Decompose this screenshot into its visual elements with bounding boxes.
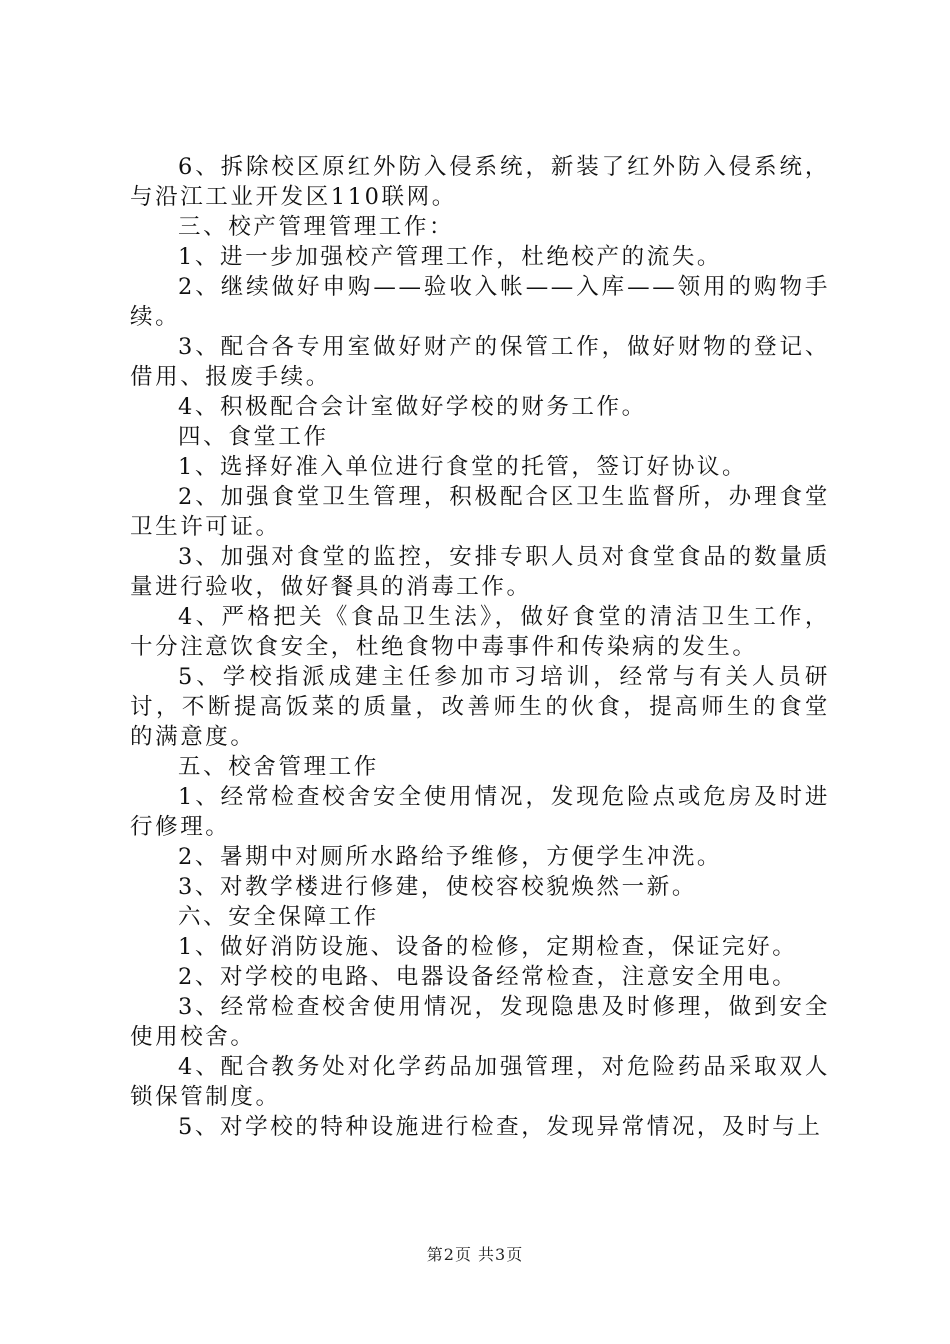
paragraph-item-6: 6、拆除校区原红外防入侵系统，新装了红外防入侵系统，与沿江工业开发区110联网。 (130, 154, 830, 210)
paragraph-6-1: 1、做好消防设施、设备的检修，定期检查，保证完好。 (178, 934, 798, 960)
paragraph-5-1: 1、经常检查校舍安全使用情况，发现危险点或危房及时进行修理。 (130, 784, 830, 840)
page-footer: 第2页 共3页 (426, 1245, 524, 1264)
paragraph-4-5: 5、学校指派成建主任参加市习培训，经常与有关人员研讨，不断提高饭菜的质量，改善师生的伙食，提高师生的食堂的满意度。 (130, 664, 830, 750)
paragraph-5-2: 2、暑期中对厕所水路给予维修，方便学生冲洗。 (178, 844, 723, 870)
section-heading-5: 五、校舍管理工作 (178, 754, 379, 780)
paragraph-3-3: 3、配合各专用室做好财产的保管工作，做好财物的登记、借用、报废手续。 (130, 334, 830, 390)
paragraph-4-3: 3、加强对食堂的监控，安排专职人员对食堂食品的数量质量进行验收，做好餐具的消毒工作。 (130, 544, 830, 600)
paragraph-3-4: 4、积极配合会计室做好学校的财务工作。 (178, 394, 647, 420)
paragraph-4-2: 2、加强食堂卫生管理，积极配合区卫生监督所，办理食堂卫生许可证。 (130, 484, 830, 540)
paragraph-6-2: 2、对学校的电路、电器设备经常检查，注意安全用电。 (178, 964, 798, 990)
paragraph-3-2: 2、继续做好申购——验收入帐——入库——领用的购物手续。 (130, 274, 830, 330)
paragraph-6-4: 4、配合教务处对化学药品加强管理，对危险药品采取双人锁保管制度。 (130, 1054, 830, 1110)
paragraph-5-3: 3、对教学楼进行修建，使校容校貌焕然一新。 (178, 874, 697, 900)
section-heading-6: 六、安全保障工作 (178, 904, 379, 930)
section-heading-3: 三、校产管理管理工作： (178, 214, 455, 240)
paragraph-3-1: 1、进一步加强校产管理工作，杜绝校产的流失。 (178, 244, 723, 270)
paragraph-6-3: 3、经常检查校舍使用情况，发现隐患及时修理，做到安全使用校舍。 (130, 994, 830, 1050)
paragraph-4-4: 4、严格把关《食品卫生法》，做好食堂的清洁卫生工作，十分注意饮食安全，杜绝食物中毒事件和传染病的发生。 (130, 604, 830, 660)
paragraph-6-5: 5、对学校的特种设施进行检查，发现异常情况，及时与上 (178, 1114, 823, 1140)
section-heading-4: 四、食堂工作 (178, 424, 329, 450)
document-body (130, 152, 830, 1142)
paragraph-4-1: 1、选择好准入单位进行食堂的托管，签订好协议。 (178, 454, 748, 480)
